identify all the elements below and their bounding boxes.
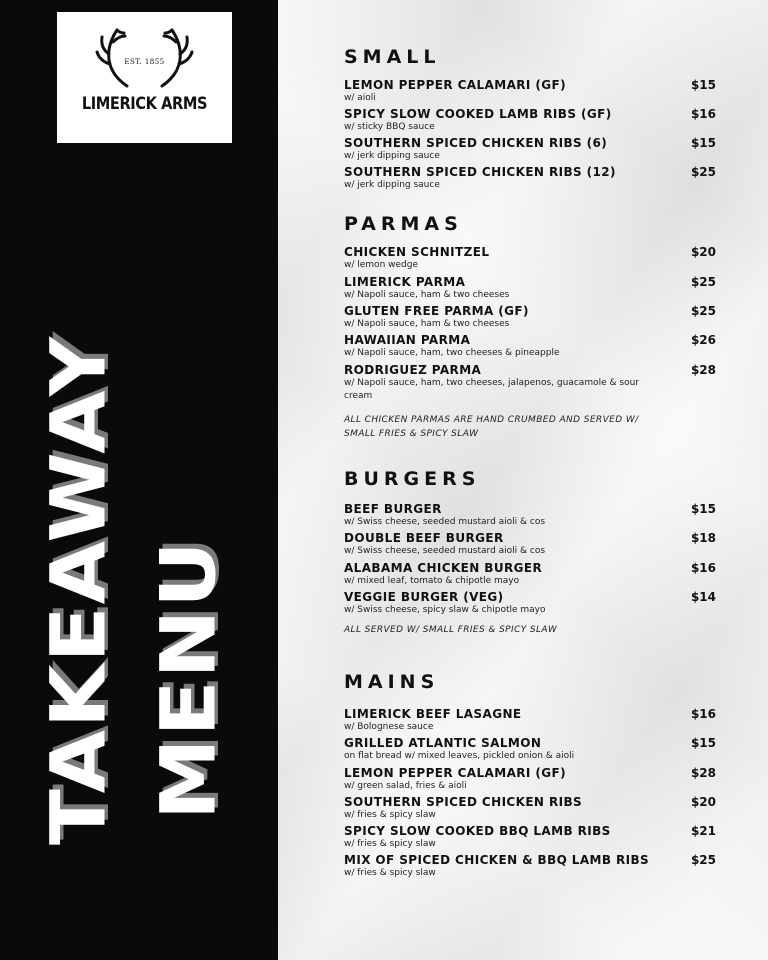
item-price: $18 — [690, 531, 716, 545]
item-description: w/ mixed leaf, tomato & chipotle mayo — [344, 576, 520, 586]
item-price: $28 — [690, 363, 716, 377]
section-note-parmas: ALL CHICKEN PARMAS ARE HAND CRUMBED AND SERVED W/ SMALL FRIES & SPICY SLAW — [344, 415, 639, 439]
section-title-burgers: BURGERS — [344, 468, 481, 490]
item-name: LEMON PEPPER CALAMARI (GF) — [344, 78, 566, 92]
item-name: MIX OF SPICED CHICKEN & BBQ LAMB RIBS — [344, 853, 650, 867]
item-price: $25 — [690, 275, 716, 289]
menu-item — [344, 244, 716, 272]
section-title-parmas: PARMAS — [344, 213, 463, 235]
section-note-burgers: ALL SERVED W/ SMALL FRIES & SPICY SLAW — [344, 625, 558, 635]
logo-name: LIMERICK ARMS — [81, 94, 208, 114]
menu-item — [344, 560, 716, 588]
item-name: SOUTHERN SPICED CHICKEN RIBS (6) — [344, 136, 608, 150]
antlers-icon — [57, 12, 232, 143]
menu-item — [344, 794, 716, 822]
section-title-small: SMALL — [344, 46, 441, 68]
item-price: $21 — [690, 824, 716, 838]
item-description: w/ fries & spicy slaw — [344, 868, 436, 878]
item-price: $25 — [690, 304, 716, 318]
item-name: ALABAMA CHICKEN BURGER — [344, 561, 543, 575]
item-description: w/ lemon wedge — [344, 260, 418, 270]
item-name: GRILLED ATLANTIC SALMON — [344, 736, 542, 750]
item-price: $16 — [690, 561, 716, 575]
item-price: $16 — [690, 707, 716, 721]
menu-panel — [278, 0, 768, 960]
item-name: BEEF BURGER — [344, 502, 442, 516]
item-name: HAWAIIAN PARMA — [344, 333, 471, 347]
menu-item — [344, 706, 716, 734]
item-price: $26 — [690, 333, 716, 347]
item-name: LIMERICK PARMA — [344, 275, 466, 289]
menu-item — [344, 735, 716, 763]
menu-item — [344, 589, 716, 617]
item-description: w/ aioli — [344, 93, 376, 103]
item-description: w/ fries & spicy slaw — [344, 839, 436, 849]
item-name: RODRIGUEZ PARMA — [344, 363, 482, 377]
item-description: w/ sticky BBQ sauce — [344, 122, 435, 132]
item-description: w/ Swiss cheese, seeded mustard aioli & cos — [344, 546, 546, 556]
item-price: $20 — [690, 245, 716, 259]
item-description: w/ Bolognese sauce — [344, 722, 434, 732]
item-name: SPICY SLOW COOKED BBQ LAMB RIBS — [344, 824, 611, 838]
menu-item — [344, 303, 716, 331]
menu-item — [344, 765, 716, 793]
item-price: $14 — [690, 590, 716, 604]
item-description: w/ green salad, fries & aioli — [344, 781, 467, 791]
item-name: GLUTEN FREE PARMA (GF) — [344, 304, 529, 318]
item-name: SOUTHERN SPICED CHICKEN RIBS — [344, 795, 583, 809]
menu-item — [344, 362, 716, 403]
menu-item — [344, 332, 716, 360]
item-price: $15 — [690, 736, 716, 750]
item-name: SOUTHERN SPICED CHICKEN RIBS (12) — [344, 165, 616, 179]
item-name: LEMON PEPPER CALAMARI (GF) — [344, 766, 566, 780]
menu-item — [344, 106, 716, 134]
section-title-mains: MAINS — [344, 671, 440, 693]
item-description: w/ jerk dipping sauce — [344, 151, 440, 161]
item-description: w/ Napoli sauce, ham & two cheeses — [344, 290, 510, 300]
menu-item — [344, 164, 716, 192]
menu-item — [344, 823, 716, 851]
item-name: DOUBLE BEEF BURGER — [344, 531, 504, 545]
item-price: $16 — [690, 107, 716, 121]
item-price: $28 — [690, 766, 716, 780]
item-description: w/ Napoli sauce, ham, two cheeses, jalapenos, guacamole & sour cream — [344, 378, 639, 401]
menu-item — [344, 77, 716, 105]
item-name: VEGGIE BURGER (VEG) — [344, 590, 504, 604]
menu-item — [344, 501, 716, 529]
item-name: CHICKEN SCHNITZEL — [344, 245, 490, 259]
item-description: w/ jerk dipping sauce — [344, 180, 440, 190]
item-description: w/ Swiss cheese, spicy slaw & chipotle mayo — [344, 605, 546, 615]
item-description: w/ fries & spicy slaw — [344, 810, 436, 820]
logo — [57, 12, 232, 143]
menu-item — [344, 852, 716, 880]
logo-established: EST. 1855 — [124, 58, 165, 66]
item-price: $25 — [690, 853, 716, 867]
item-price: $25 — [690, 165, 716, 179]
item-price: $15 — [690, 136, 716, 150]
item-name: SPICY SLOW COOKED LAMB RIBS (GF) — [344, 107, 612, 121]
item-price: $15 — [690, 78, 716, 92]
item-description: on flat bread w/ mixed leaves, pickled onion & aioli — [344, 751, 575, 761]
item-price: $20 — [690, 795, 716, 809]
banner-takeaway: TAKEAWAY — [35, 334, 123, 845]
item-name: LIMERICK BEEF LASAGNE — [344, 707, 522, 721]
menu-item — [344, 135, 716, 163]
item-price: $15 — [690, 502, 716, 516]
item-description: w/ Swiss cheese, seeded mustard aioli & cos — [344, 517, 546, 527]
left-panel — [0, 0, 278, 960]
banner-menu: MENU — [145, 539, 233, 820]
menu-item — [344, 274, 716, 302]
item-description: w/ Napoli sauce, ham & two cheeses — [344, 319, 510, 329]
item-description: w/ Napoli sauce, ham, two cheeses & pineapple — [344, 348, 560, 358]
menu-item — [344, 530, 716, 558]
